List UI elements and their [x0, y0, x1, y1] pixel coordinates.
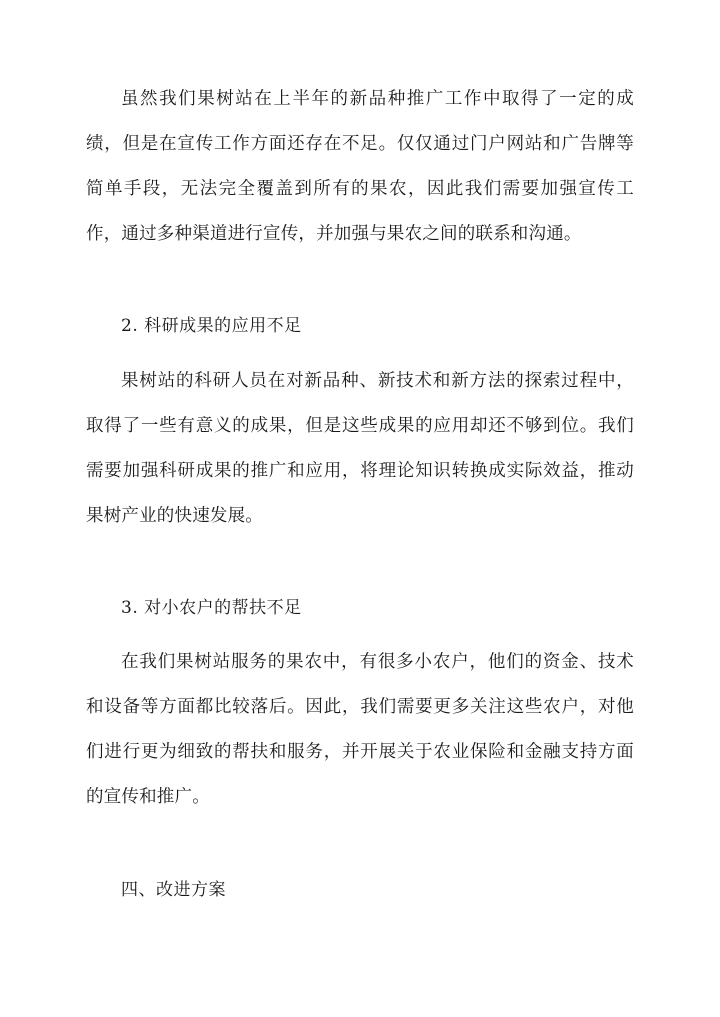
- heading-smallholder-support: 3. 对小农户的帮扶不足: [121, 598, 302, 618]
- paragraph-smallholder-support: 在我们果树站服务的果农中，有很多小农户，他们的资金、技术和设备等方面都比较落后。因此，我们需要更多关注这些农户，对他们进行更为细致的帮扶和服务，并开展关于农业保险和金融支持方面的宣传和推广。: [86, 652, 634, 807]
- paragraph-research-application: 果树站的科研人员在对新品种、新技术和新方法的探索过程中，取得了一些有意义的成果，但是这些成果的应用却还不够到位。我们需要加强科研成果的推广和应用，将理论知识转换成实际效益，推动果树产业的快速发展。: [86, 371, 634, 526]
- heading-research-application: 2. 科研成果的应用不足: [121, 316, 302, 336]
- heading-improvement-plan: 四、改进方案: [121, 880, 226, 900]
- paragraph-publicity: 虽然我们果树站在上半年的新品种推广工作中取得了一定的成绩，但是在宣传工作方面还存在不足。仅仅通过门户网站和广告牌等简单手段，无法完全覆盖到所有的果农，因此我们需要加强宣传工作，通过多种渠道进行宣传，并加强与果农之间的联系和沟通。: [86, 89, 634, 244]
